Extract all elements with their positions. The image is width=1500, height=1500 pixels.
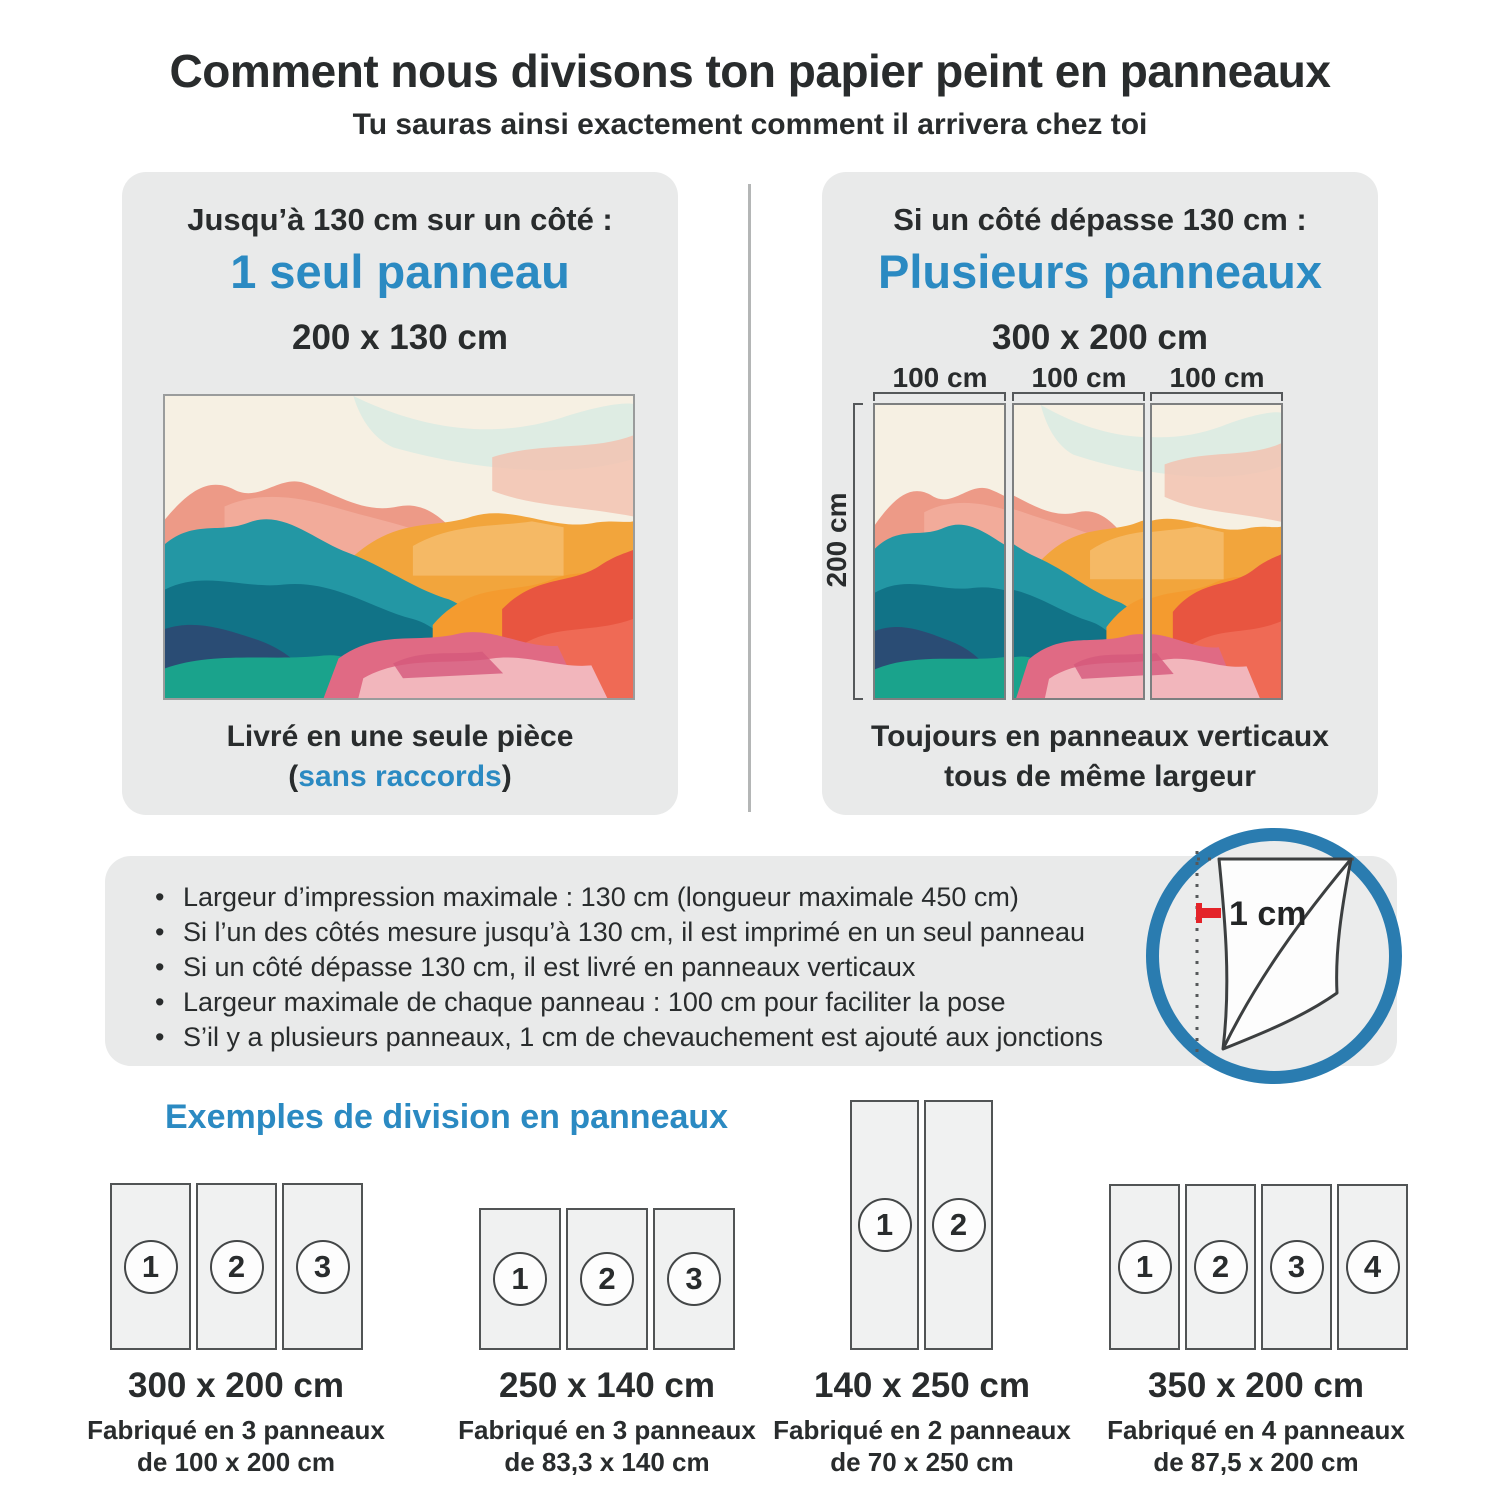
panel-number: 2: [210, 1240, 264, 1294]
width-label-1: 100 cm: [892, 362, 988, 393]
page-curl-icon: [1159, 841, 1389, 1071]
example-panels-250x140: [479, 1208, 735, 1350]
example-desc: Fabriqué en 3 panneaux de 100 x 200 cm: [87, 1415, 385, 1477]
card-divider: [748, 184, 751, 812]
panel: [850, 1100, 919, 1350]
wallpaper-panel-slice-1: [873, 403, 1006, 700]
width-label-3: 100 cm: [1169, 362, 1265, 393]
panel: [479, 1208, 561, 1350]
panel-number: 3: [667, 1252, 721, 1306]
example-panels-350x200: [1109, 1184, 1408, 1350]
single-panel-caption-note: [122, 760, 678, 794]
width-label-2: 100 cm: [1031, 362, 1127, 393]
example-panels-300x200: [110, 1183, 363, 1350]
height-ruler: [853, 403, 863, 700]
rule-item: • Largeur d’impression maximale : 130 cm (longueur maximale 450 cm): [153, 880, 1137, 915]
panel: [282, 1183, 363, 1350]
example-panels-140x250: [850, 1100, 993, 1350]
single-panel-size: 200 x 130 cm: [291, 318, 508, 357]
panel: [196, 1183, 277, 1350]
example-size: 350 x 200 cm: [1147, 1366, 1364, 1405]
paren-close: ): [501, 760, 512, 793]
multi-panel-card: [822, 172, 1378, 815]
width-bracket-3: [1150, 392, 1283, 401]
overlap-illustration-badge: [1146, 828, 1402, 1084]
panel-number: 2: [1194, 1240, 1248, 1294]
examples-heading: Exemples de division en panneaux: [165, 1098, 729, 1136]
panel: [110, 1183, 191, 1350]
multi-panel-headline: Plusieurs panneaux: [877, 245, 1323, 298]
panel: [566, 1208, 648, 1350]
example-size: 140 x 250 cm: [813, 1366, 1030, 1405]
panel: [1261, 1184, 1332, 1350]
single-panel-condition: Jusqu’à 130 cm sur un côté :: [187, 202, 613, 237]
page-subtitle: Tu sauras ainsi exactement comment il arrivera chez toi: [352, 108, 1148, 141]
example-caption-350x200: [1076, 1366, 1436, 1478]
panel-number: 3: [1270, 1240, 1324, 1294]
height-label: 200 cm: [821, 492, 852, 588]
panel: [1185, 1184, 1256, 1350]
example-desc: Fabriqué en 4 panneaux de 87,5 x 200 cm: [1107, 1415, 1405, 1477]
rule-item: • Si l’un des côtés mesure jusqu’à 130 cm, il est imprimé en un seul panneau: [153, 915, 1137, 950]
example-desc: Fabriqué en 3 panneaux de 83,3 x 140 cm: [458, 1415, 756, 1477]
page-title: Comment nous divisons ton papier peint en panneaux: [169, 45, 1331, 97]
width-bracket-1: [873, 392, 1006, 401]
sans-raccords-highlight: sans raccords: [298, 760, 502, 793]
single-panel-headline: 1 seul panneau: [230, 245, 570, 298]
example-size: 300 x 200 cm: [127, 1366, 344, 1405]
panel-number: 2: [932, 1198, 986, 1252]
rule-item: • S’il y a plusieurs panneaux, 1 cm de chevauchement est ajouté aux jonctions: [153, 1020, 1137, 1055]
example-caption-140x250: [742, 1366, 1102, 1478]
panel-number: 1: [493, 1252, 547, 1306]
multi-panel-size: 300 x 200 cm: [991, 318, 1208, 357]
wallpaper-panel-slice-3: [1150, 403, 1283, 700]
example-caption-250x140: [427, 1366, 787, 1478]
single-panel-caption: Livré en une seule pièce: [226, 720, 574, 753]
multi-panel-condition: Si un côté dépasse 130 cm :: [893, 202, 1307, 237]
panel: [1337, 1184, 1408, 1350]
example-size: 250 x 140 cm: [498, 1366, 715, 1405]
example-caption-300x200: [56, 1366, 416, 1478]
panel-number: 1: [1118, 1240, 1172, 1294]
example-desc: Fabriqué en 2 panneaux de 70 x 250 cm: [773, 1415, 1071, 1477]
multi-panel-caption-line1: Toujours en panneaux verticaux: [871, 720, 1329, 753]
wallpaper-artwork-single: [163, 394, 635, 700]
panel: [1109, 1184, 1180, 1350]
panel: [924, 1100, 993, 1350]
single-panel-card: [122, 172, 678, 815]
panel-number: 2: [580, 1252, 634, 1306]
wallpaper-panel-slice-2: [1012, 403, 1145, 700]
panel-number: 1: [124, 1240, 178, 1294]
multi-panel-caption-line2: tous de même largeur: [944, 760, 1256, 793]
overlap-label: 1 cm: [1229, 895, 1307, 933]
width-bracket-2: [1012, 392, 1145, 401]
panel: [653, 1208, 735, 1350]
rule-item: • Largeur maximale de chaque panneau : 100 cm pour faciliter la pose: [153, 985, 1137, 1020]
paren-open: (: [288, 760, 299, 793]
panel-number: 3: [296, 1240, 350, 1294]
rule-item: • Si un côté dépasse 130 cm, il est livré en panneaux verticaux: [153, 950, 1137, 985]
panel-number: 4: [1346, 1240, 1400, 1294]
panel-number: 1: [858, 1198, 912, 1252]
